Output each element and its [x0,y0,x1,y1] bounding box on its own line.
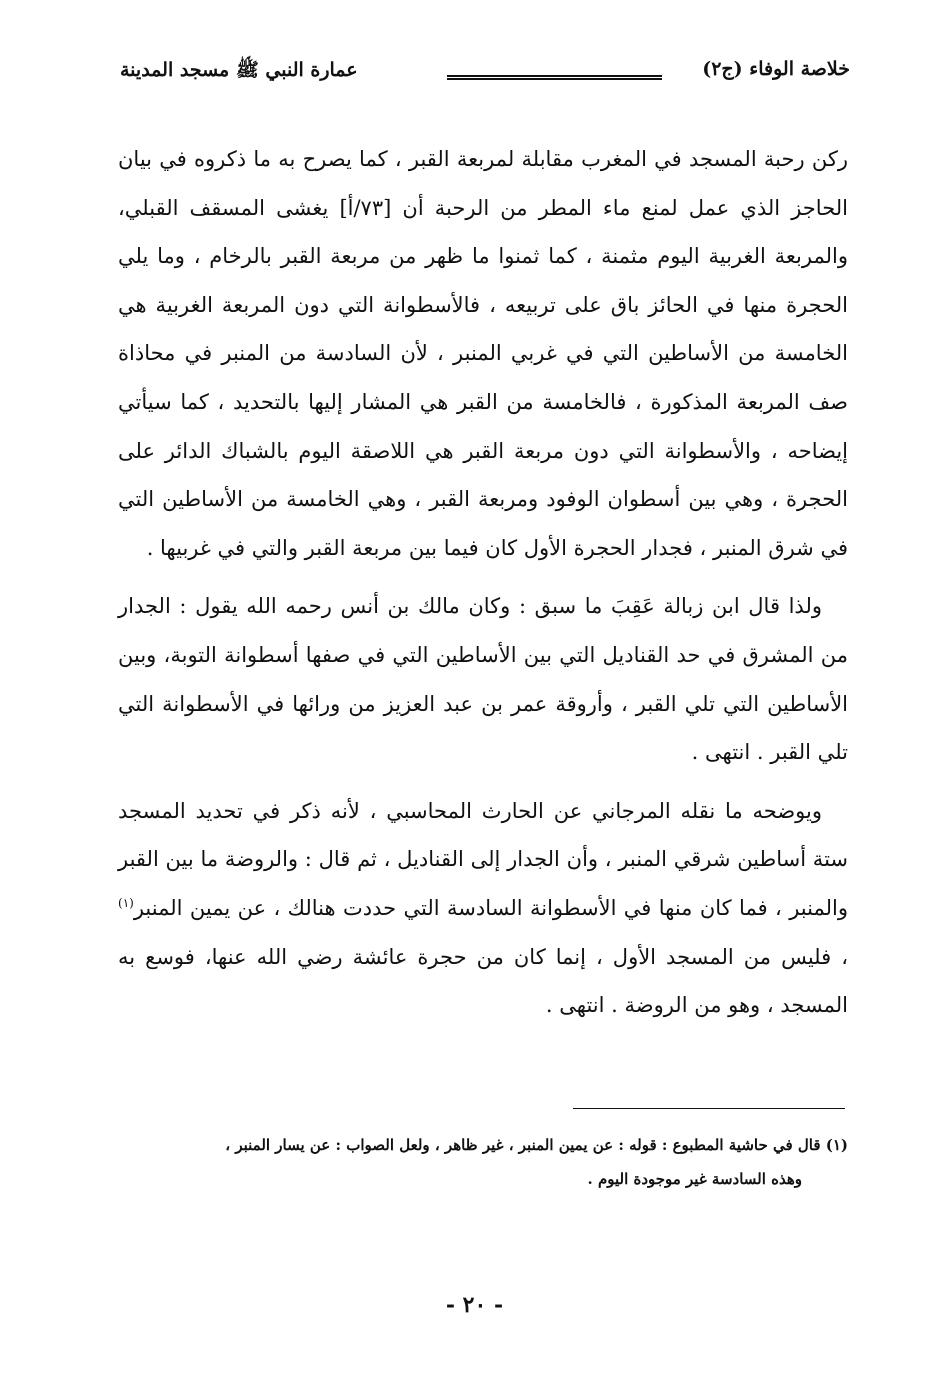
header-double-rule [447,75,662,80]
footnote-line-2: وهذه السادسة غير موجودة اليوم . [587,1170,802,1188]
footnote-line-1: (١) قال في حاشية المطبوع : قوله : عن يمين المنبر ، غير ظاهر ، ولعل الصواب : عن يسار المنبر ، [225,1136,848,1154]
footnote [118,1128,848,1196]
main-text [118,135,848,1030]
page-number: - ٢٠ - [445,1292,504,1318]
section-title: عمارة النبي ﷺ مسجد المدينة [120,59,358,81]
paragraph-3-part-2: ، فليس من المسجد الأول ، إنما كان من حجرة عائشة رضي الله عنها، فوسع به المسجد ، وهو من الروضة . انتهى . [118,944,848,1018]
paragraph-gap [118,777,848,787]
footnote-separator [573,1108,845,1109]
paragraph-3-part-1: ويوضحه ما نقله المرجاني عن الحارث المحاسبي ، لأنه ذكر في تحديد المسجد ستة أساطين شرقي المنبر ، وأن الجدار إلى القناديل ، ثم قال : والروضة ما بين القبر والمنبر ، فما كان منها في الأسطوانة السادسة التي حددت هنالك ، عن يمين المنبر [118,798,848,920]
paragraph-2: ولذا قال ابن زبالة عَقِبَ ما سبق : وكان مالك بن أنس رحمه الله يقول : الجدار من المشرق في حد القناديل التي بين الأساطين التي في صفها أسطوانة التوبة، وبين الأساطين التي تلي القبر ، وأروقة عمر بن عبد العزيز من ورائها في الأسطوانة التي تلي القبر . انتهى . [118,594,848,765]
paragraph-3 [118,787,848,1030]
footnote-reference: (١) [118,895,134,910]
book-title: خلاصة الوفاء (ج٢) [702,58,850,80]
paragraph-1: ركن رحبة المسجد في المغرب مقابلة لمربعة القبر ، كما يصرح به ما ذكروه في بيان الحاجز الذي عمل لمنع ماء المطر من الرحبة أن [٧٣/أ] يغشى المسقف القبلي، والمربعة الغربية اليوم مثمنة ، كما ثمنوا ما ظهر من مربعة القبر بالرخام ، وما يلي الحجرة منها في الحائز باق على تربيعه ، فالأسطوانة التي دون المربعة الغربية هي الخامسة من الأساطين التي في غربي المنبر ، لأن السادسة من المنبر في محاذاة صف المربعة المذكورة ، فالخامسة من القبر هي المشار إليها بالتحديد ، كما سيأتي إيضاحه ، والأسطوانة التي دون مربعة القبر هي اللاصقة اليوم بالشباك الدائر على الحجرة ، وهي بين أسطوان الوفود ومربعة القبر ، وهي الخامسة من الأساطين التي في شرق المنبر ، فجدار الحجرة الأول كان فيما بين مربعة القبر والتي في غربيها . [118,147,848,560]
running-header [120,58,850,98]
paragraph-gap [118,572,848,582]
